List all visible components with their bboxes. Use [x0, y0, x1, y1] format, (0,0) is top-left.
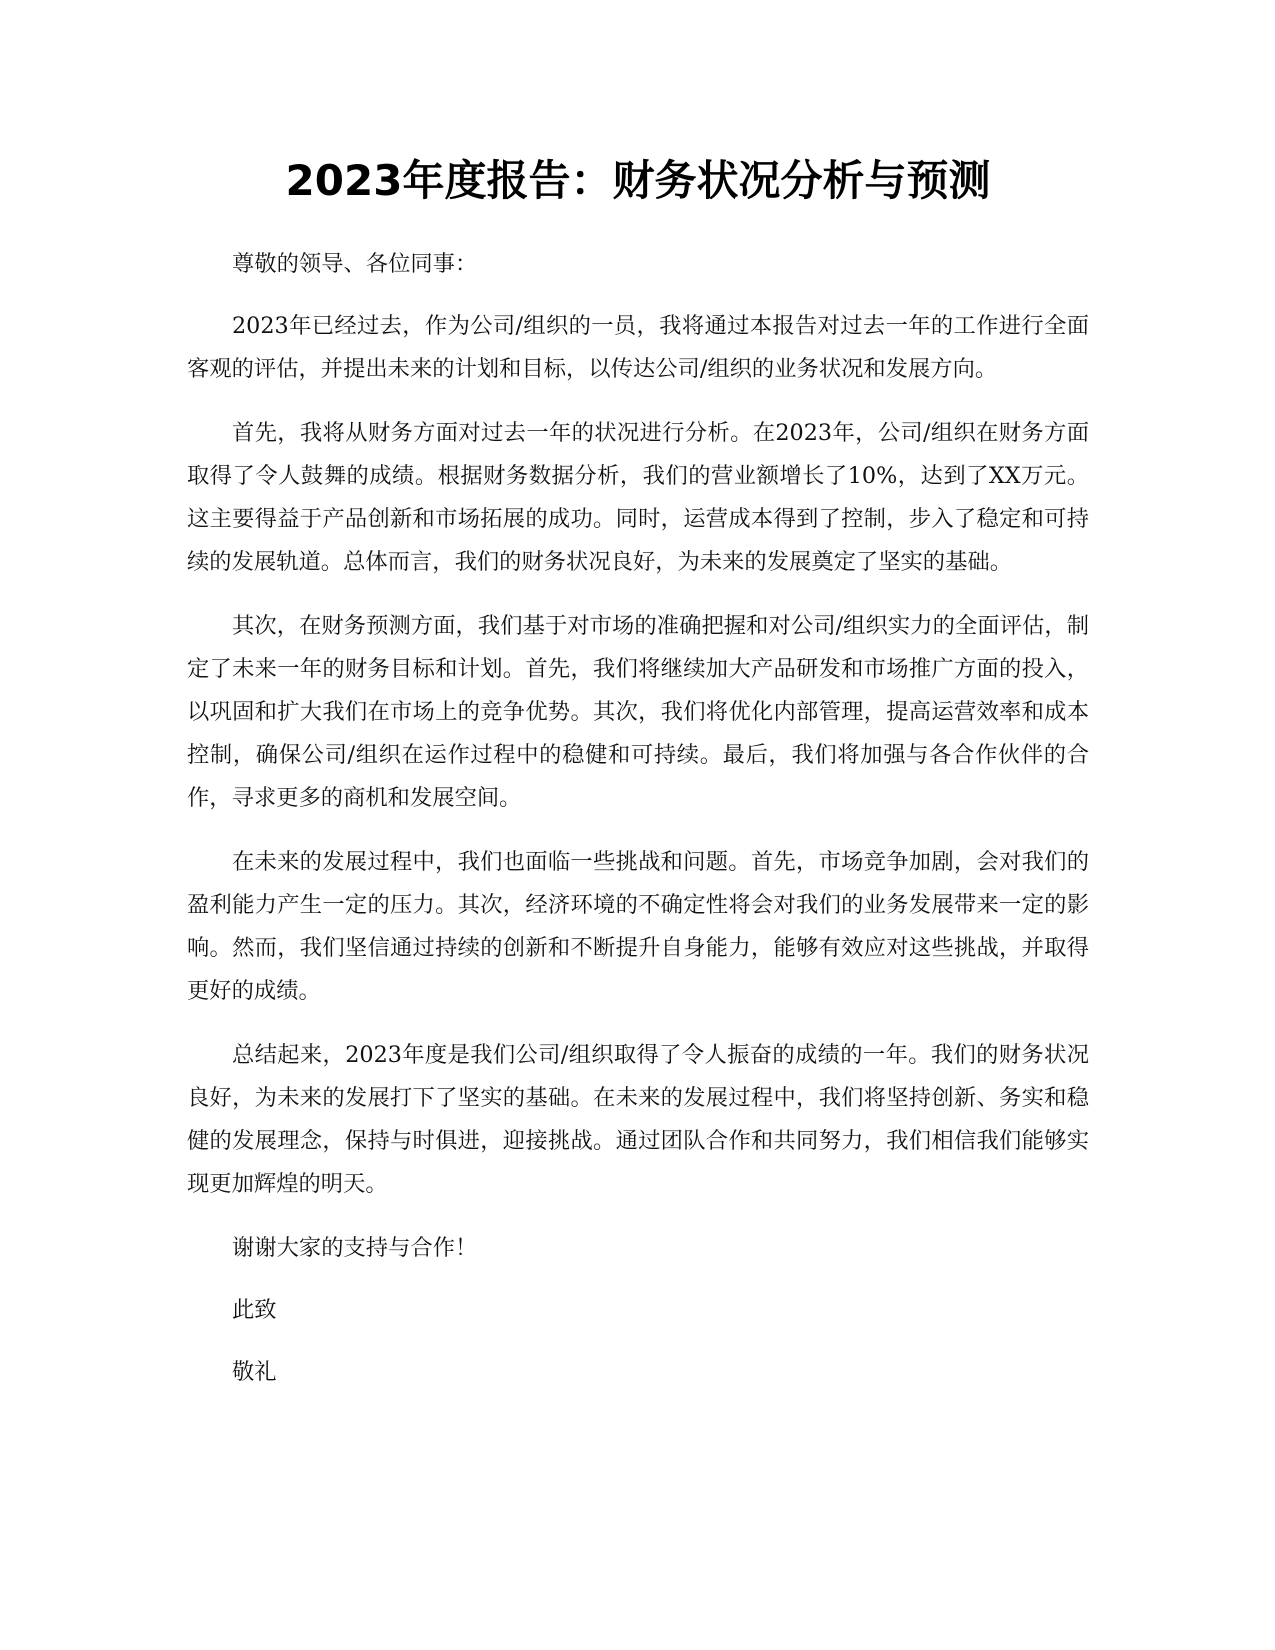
paragraph-financial-forecast: 其次，在财务预测方面，我们基于对市场的准确把握和对公司/组织实力的全面评估，制定了未来一年的财务目标和计划。首先，我们将继续加大产品研发和市场推广方面的投入，以巩固和扩大我们在市场上的竞争优势。其次，我们将优化内部管理，提高运营效率和成本控制，确保公司/组织在运作过程中的稳健和可持续。最后，我们将加强与各合作伙伴的合作，寻求更多的商机和发展空间。: [187, 613, 1089, 811]
paragraph-summary: 总结起来，2023年度是我们公司/组织取得了令人振奋的成绩的一年。我们的财务状况良好，为未来的发展打下了坚实的基础。在未来的发展过程中，我们将坚持创新、务实和稳健的发展理念，保持与时俱进，迎接挑战。通过团队合作和共同努力，我们相信我们能够实现更加辉煌的明天。: [187, 1042, 1089, 1197]
closing-line-2: 敬礼: [232, 1359, 277, 1385]
document-title: 2023年度报告：财务状况分析与预测: [285, 156, 991, 205]
paragraph-financial-analysis: 首先，我将从财务方面对过去一年的状况进行分析。在2023年，公司/组织在财务方面取得了令人鼓舞的成绩。根据财务数据分析，我们的营业额增长了10%，达到了XX万元。这主要得益于产品创新和市场拓展的成功。同时，运营成本得到了控制，步入了稳定和可持续的发展轨道。总体而言，我们的财务状况良好，为未来的发展奠定了坚实的基础。: [187, 420, 1089, 575]
document-body: [187, 243, 1089, 1394]
paragraph-intro: 2023年已经过去，作为公司/组织的一员，我将通过本报告对过去一年的工作进行全面客观的评估，并提出未来的计划和目标，以传达公司/组织的业务状况和发展方向。: [187, 313, 1089, 382]
paragraph-challenges: 在未来的发展过程中，我们也面临一些挑战和问题。首先，市场竞争加剧，会对我们的盈利能力产生一定的压力。其次，经济环境的不确定性将会对我们的业务发展带来一定的影响。然而，我们坚信通过持续的创新和不断提升自身能力，能够有效应对这些挑战，并取得更好的成绩。: [187, 849, 1089, 1004]
thanks-line: 谢谢大家的支持与合作！: [232, 1235, 478, 1261]
closing-line-1: 此致: [232, 1297, 277, 1323]
document-content: [187, 145, 1089, 1413]
salutation: 尊敬的领导、各位同事：: [232, 251, 478, 277]
